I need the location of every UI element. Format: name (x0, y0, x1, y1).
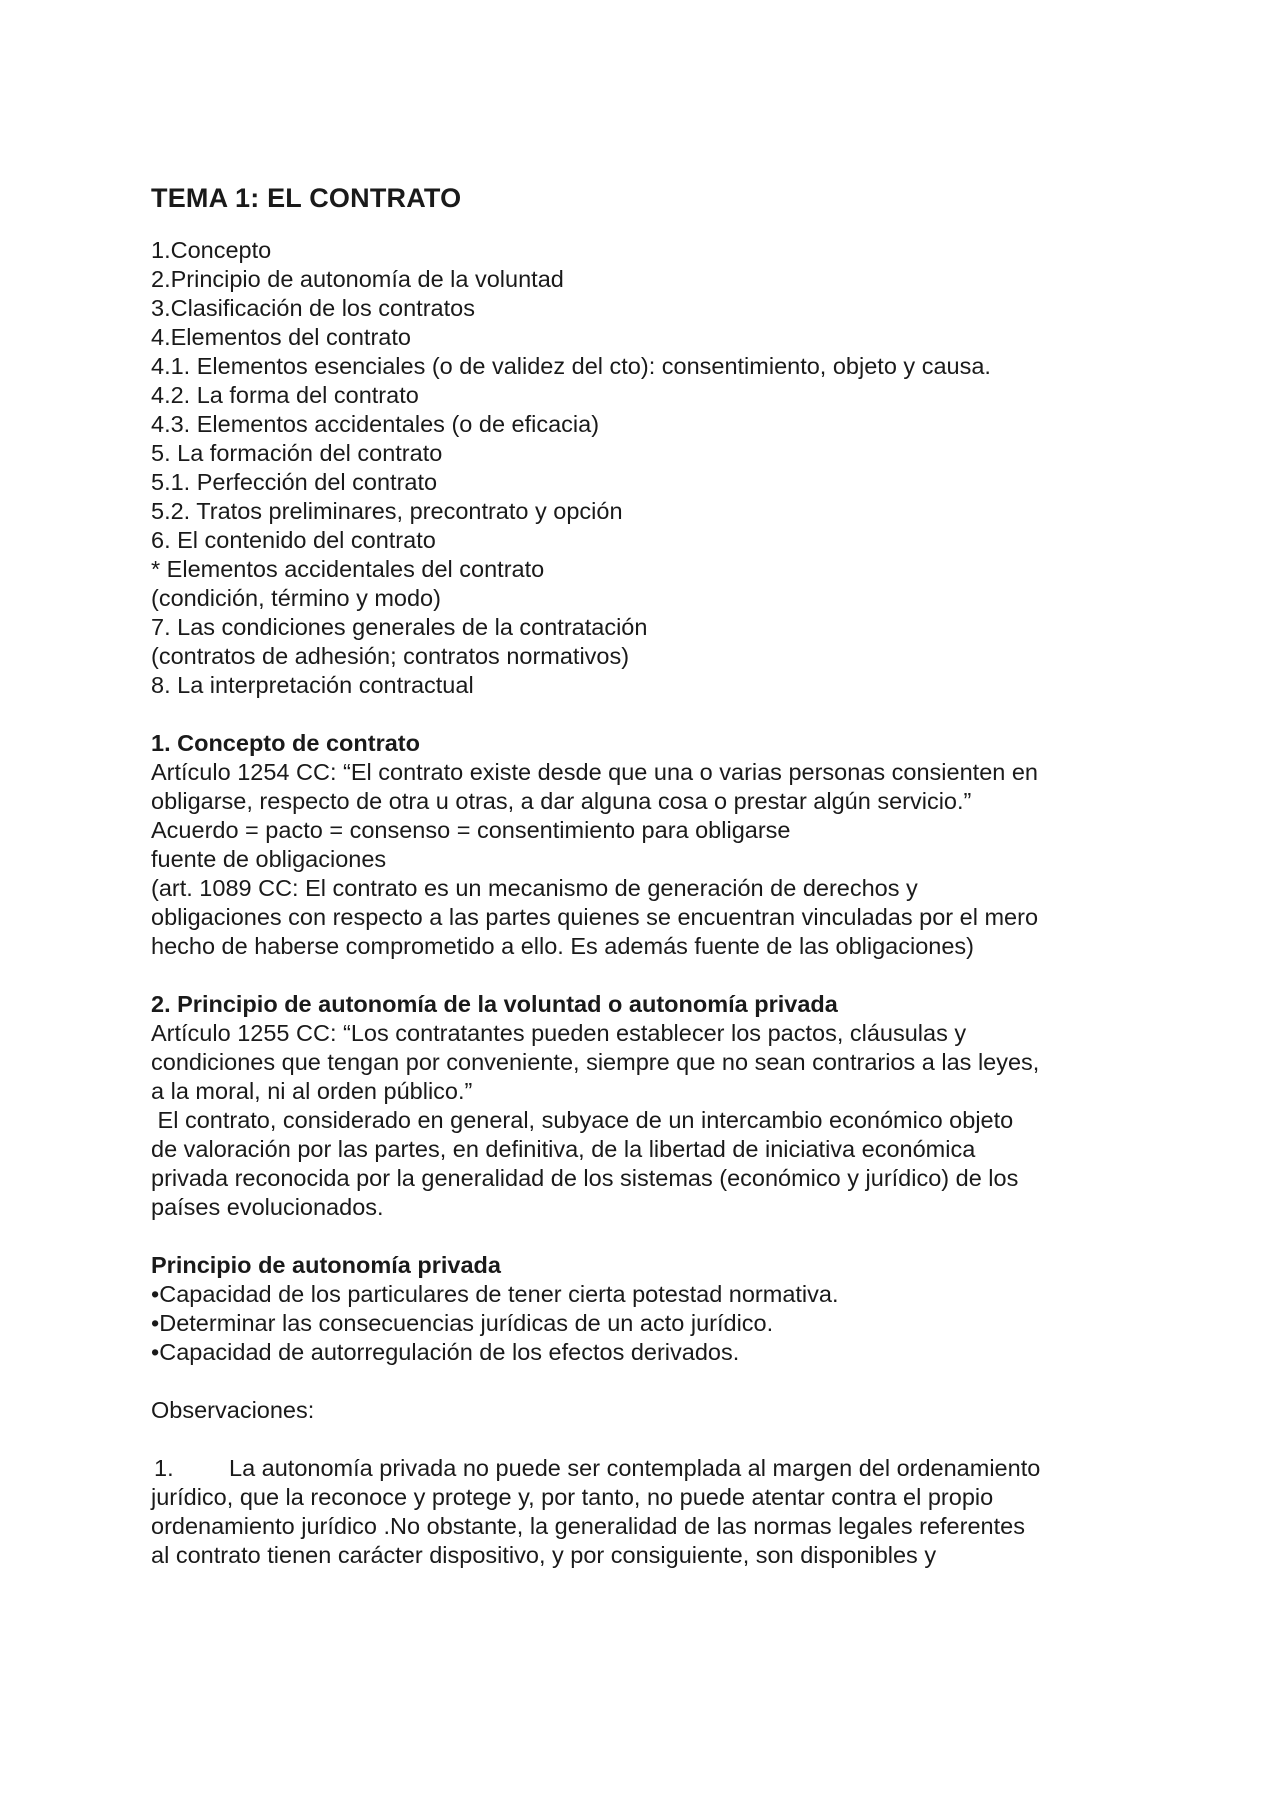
toc-item: 5.2. Tratos preliminares, precontrato y opción (151, 498, 623, 524)
paragraph-line: (art. 1089 CC: El contrato es un mecanismo de generación de derechos y (151, 875, 918, 901)
spacer (151, 700, 1151, 729)
bullet-item: •Capacidad de los particulares de tener cierta potestad normativa. (151, 1281, 839, 1307)
observation-first-line (151, 1454, 1151, 1483)
table-of-contents (151, 236, 1151, 700)
toc-item: 4.1. Elementos esenciales (o de validez del cto): consentimiento, objeto y causa. (151, 353, 991, 379)
spacer (151, 961, 1151, 990)
spacer (151, 1367, 1151, 1396)
toc-item: (condición, término y modo) (151, 585, 441, 611)
bullet-item: •Determinar las consecuencias jurídicas de un acto jurídico. (151, 1310, 774, 1336)
paragraph-line: fuente de obligaciones (151, 846, 387, 872)
paragraph-line: El contrato, considerado en general, subyace de un intercambio económico objeto (151, 1107, 1014, 1133)
bullet-item: •Capacidad de autorregulación de los efectos derivados. (151, 1339, 740, 1365)
toc-item: 4.2. La forma del contrato (151, 382, 419, 408)
observation-text: La autonomía privada no puede ser contemplada al margen del ordenamiento (229, 1455, 1041, 1481)
spacer (151, 1425, 1151, 1454)
paragraph-line: privada reconocida por la generalidad de los sistemas (económico y jurídico) de los (151, 1165, 1019, 1191)
document-title: TEMA 1: EL CONTRATO (151, 183, 462, 213)
paragraph-line: condiciones que tengan por conveniente, siempre que no sean contrarios a las leyes, (151, 1049, 1040, 1075)
paragraph-line: obligaciones con respecto a las partes quienes se encuentran vinculadas por el mero (151, 904, 1039, 930)
toc-item: 7. Las condiciones generales de la contratación (151, 614, 648, 640)
paragraph-line: de valoración por las partes, en definitiva, de la libertad de iniciativa económica (151, 1136, 976, 1162)
document-page (151, 178, 1151, 1570)
paragraph-line: hecho de haberse comprometido a ello. Es además fuente de las obligaciones) (151, 933, 975, 959)
observation-item (151, 1454, 1151, 1570)
subsection-heading: Principio de autonomía privada (151, 1252, 501, 1278)
toc-item: 4.Elementos del contrato (151, 324, 411, 350)
toc-item: 5. La formación del contrato (151, 440, 443, 466)
section-concept (151, 729, 1151, 961)
paragraph-line: a la moral, ni al orden público.” (151, 1078, 473, 1104)
toc-item: 8. La interpretación contractual (151, 672, 474, 698)
observations-label: Observaciones: (151, 1397, 315, 1423)
section-autonomy (151, 990, 1151, 1222)
paragraph-line: Acuerdo = pacto = consenso = consentimiento para obligarse (151, 817, 791, 843)
toc-item: 3.Clasificación de los contratos (151, 295, 475, 321)
section-private-autonomy (151, 1251, 1151, 1367)
toc-item: 6. El contenido del contrato (151, 527, 436, 553)
paragraph-line: ordenamiento jurídico .No obstante, la generalidad de las normas legales referentes (151, 1513, 1025, 1539)
toc-item: 4.3. Elementos accidentales (o de eficacia) (151, 411, 600, 437)
section-heading: 2. Principio de autonomía de la voluntad o autonomía privada (151, 991, 838, 1017)
paragraph-line: Artículo 1255 CC: “Los contratantes pueden establecer los pactos, cláusulas y (151, 1020, 967, 1046)
toc-item: (contratos de adhesión; contratos normativos) (151, 643, 630, 669)
toc-item: 2.Principio de autonomía de la voluntad (151, 266, 564, 292)
list-number: 1. (154, 1455, 174, 1481)
section-heading: 1. Concepto de contrato (151, 730, 420, 756)
paragraph-line: obligarse, respecto de otra u otras, a dar alguna cosa o prestar algún servicio.” (151, 788, 972, 814)
paragraph-line: al contrato tienen carácter dispositivo, y por consiguiente, son disponibles y (151, 1542, 937, 1568)
paragraph-line: jurídico, que la reconoce y protege y, por tanto, no puede atentar contra el propio (151, 1484, 994, 1510)
toc-item: * Elementos accidentales del contrato (151, 556, 545, 582)
paragraph-line: Artículo 1254 CC: “El contrato existe desde que una o varias personas consienten en (151, 759, 1038, 785)
toc-item: 1.Concepto (151, 237, 272, 263)
toc-item: 5.1. Perfección del contrato (151, 469, 438, 495)
paragraph-line: países evolucionados. (151, 1194, 384, 1220)
spacer (151, 1222, 1151, 1251)
